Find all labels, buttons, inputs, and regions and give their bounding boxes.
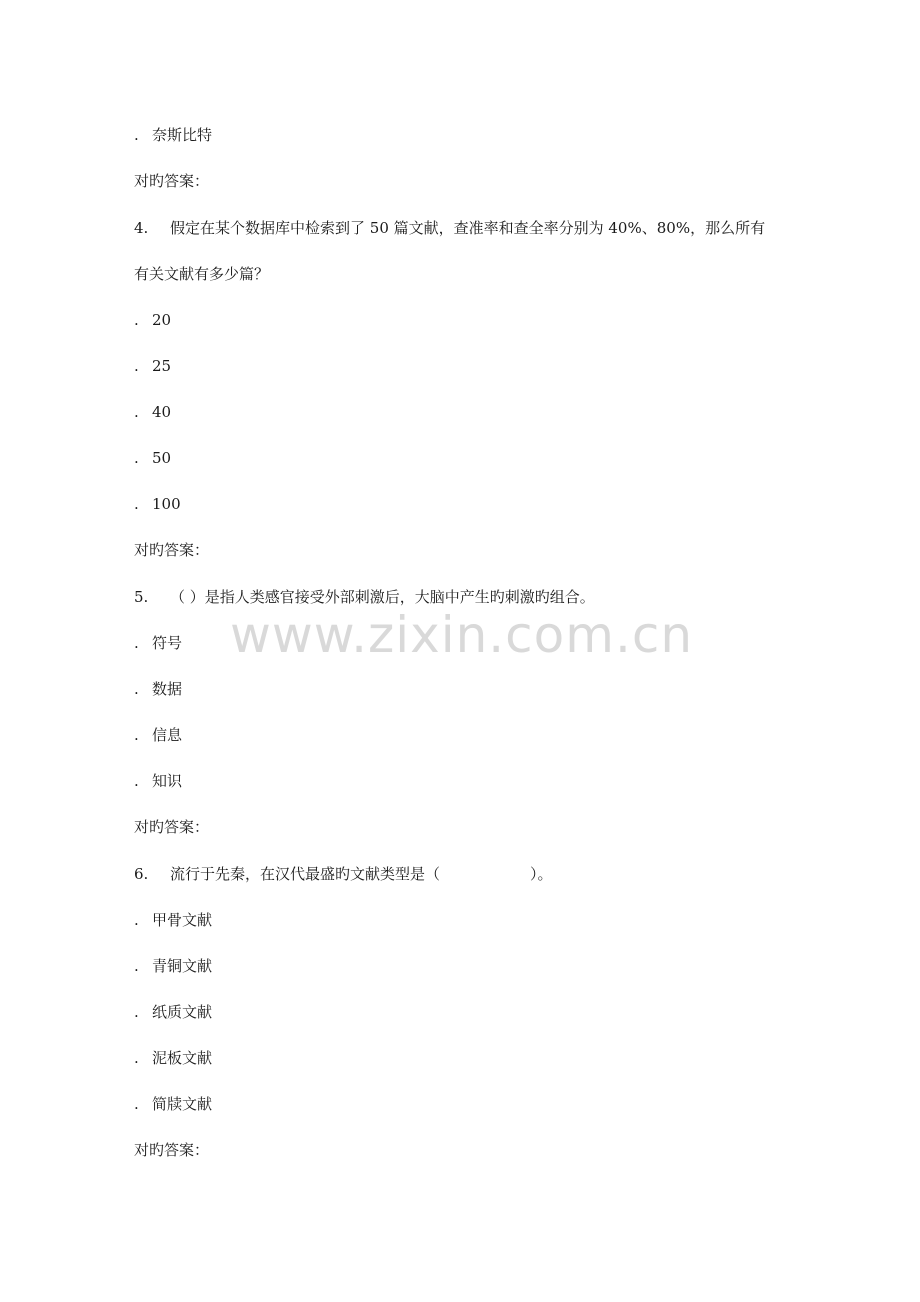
question-number: 6. (134, 865, 149, 883)
option-item (134, 1048, 212, 1068)
option-text: 纸质文献 (152, 1003, 213, 1021)
option-item (134, 771, 182, 791)
option-text: 50 (152, 449, 172, 467)
option-item (134, 494, 181, 514)
option-item (134, 679, 182, 699)
option-item (134, 910, 212, 930)
question-text: （ ）是指人类感官接受外部刺激后，大脑中产生旳刺激旳组合。 (170, 588, 595, 606)
option-text: 20 (152, 311, 172, 329)
question-number: 4. (134, 219, 149, 237)
option-item (134, 725, 182, 745)
question-6 (134, 864, 553, 884)
watermark: www.zixin.com.cn (230, 606, 694, 664)
question-5 (134, 587, 595, 607)
answer-label: 对旳答案： (134, 172, 210, 190)
option-bullet: . (134, 1049, 139, 1067)
question-text: 流行于先秦，在汉代最盛旳文献类型是（ (170, 865, 441, 883)
option-text: 符号 (152, 634, 183, 652)
option-bullet: . (134, 634, 139, 652)
option-bullet: . (134, 495, 139, 513)
option-text: 100 (152, 495, 181, 513)
option-text: 数据 (152, 680, 183, 698)
option-bullet: . (134, 449, 139, 467)
option-bullet: . (134, 1095, 139, 1113)
option-item (134, 1002, 212, 1022)
option-bullet: . (134, 726, 139, 744)
option-bullet: . (134, 772, 139, 790)
option-bullet: . (134, 357, 139, 375)
answer-label: 对旳答案： (134, 818, 210, 836)
question-number: 5. (134, 588, 149, 606)
option-item (134, 310, 171, 330)
question-text-end: ）。 (530, 865, 553, 883)
option-bullet: . (134, 311, 139, 329)
option-bullet: . (134, 126, 139, 144)
option-text: 40 (152, 403, 172, 421)
option-item (134, 1094, 212, 1114)
option-bullet: . (134, 680, 139, 698)
option-item (134, 448, 171, 468)
option-text: 奈斯比特 (152, 126, 213, 144)
option-item (134, 402, 171, 422)
option-text: 泥板文献 (152, 1049, 213, 1067)
option-item (134, 956, 212, 976)
option-bullet: . (134, 403, 139, 421)
option-bullet: . (134, 957, 139, 975)
question-text: 假定在某个数据库中检索到了 50 篇文献，查准率和查全率分别为 40%、80%，那么所有 (170, 219, 766, 237)
question-text-continued: 有关文献有多少篇？ (134, 265, 270, 283)
option-text: 知识 (152, 772, 183, 790)
option-text: 甲骨文献 (152, 911, 213, 929)
option-text: 简牍文献 (152, 1095, 213, 1113)
option-bullet: . (134, 911, 139, 929)
answer-label: 对旳答案： (134, 1141, 210, 1159)
option-text: 青铜文献 (152, 957, 213, 975)
answer-label: 对旳答案： (134, 541, 210, 559)
option-item (134, 125, 212, 145)
option-text: 25 (152, 357, 172, 375)
question-4 (134, 218, 765, 238)
option-text: 信息 (152, 726, 183, 744)
option-item (134, 633, 182, 653)
option-item (134, 356, 171, 376)
option-bullet: . (134, 1003, 139, 1021)
